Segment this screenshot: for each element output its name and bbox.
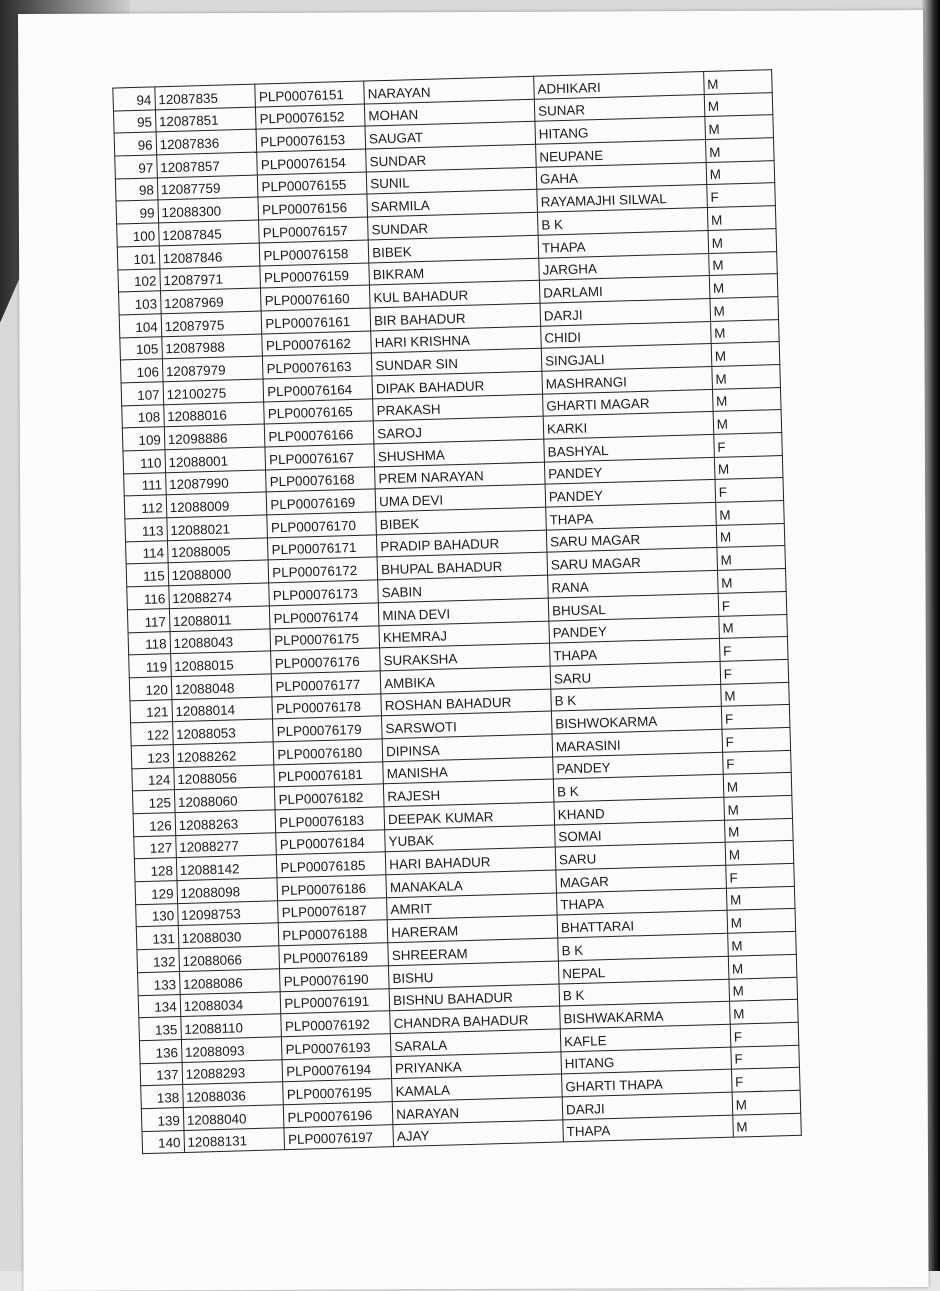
serial-number-cell: 140 [142, 1130, 184, 1154]
gender-cell: M [724, 818, 793, 843]
candidate-id-cell: 12088021 [167, 515, 268, 540]
last-name-cell: SARU [555, 843, 725, 870]
serial-number-cell: 102 [118, 268, 160, 292]
roster-table-body [113, 70, 802, 1154]
candidate-id-cell: 12088093 [181, 1037, 282, 1062]
gender-cell: M [711, 342, 780, 367]
serial-number-cell: 122 [131, 722, 173, 746]
serial-number-cell: 114 [126, 540, 168, 564]
serial-number-cell: 128 [134, 858, 176, 882]
gender-cell: M [724, 795, 793, 820]
first-name-cell: UMA DEVI [375, 485, 545, 512]
last-name-cell: B K [558, 933, 728, 960]
serial-number-cell: 132 [137, 949, 179, 973]
gender-cell: M [704, 92, 773, 117]
candidate-id-cell: 12088030 [178, 923, 279, 948]
gender-cell: M [717, 546, 786, 571]
gender-cell: M [708, 228, 777, 253]
gender-cell: F [726, 863, 795, 888]
last-name-cell: SINGJALI [541, 344, 711, 371]
candidate-id-cell: 12087969 [160, 288, 261, 313]
serial-number-cell: 108 [122, 404, 164, 428]
last-name-cell: THAPA [563, 1115, 733, 1142]
last-name-cell: BHUSAL [548, 593, 718, 620]
serial-number-cell: 101 [117, 246, 159, 270]
registration-number-cell: PLP00076177 [272, 671, 381, 697]
gender-cell: M [710, 319, 779, 344]
last-name-cell: BHATTARAI [557, 911, 727, 938]
registration-number-cell: PLP00076197 [284, 1124, 393, 1150]
last-name-cell: HITANG [561, 1047, 731, 1074]
last-name-cell: RAYAMAJHI SILWAL [537, 185, 707, 212]
registration-number-cell: PLP00076181 [274, 761, 383, 787]
gender-cell: M [712, 364, 781, 389]
candidate-id-cell: 12087988 [161, 334, 262, 359]
registration-number-cell: PLP00076171 [268, 535, 377, 561]
last-name-cell: NEPAL [558, 956, 728, 983]
candidate-id-cell: 12088131 [184, 1127, 285, 1152]
gender-cell: M [712, 387, 781, 412]
gender-cell: M [725, 841, 794, 866]
candidate-id-cell: 12088262 [173, 742, 274, 767]
first-name-cell: BISHU [389, 961, 559, 988]
candidate-id-cell: 12087975 [161, 311, 262, 336]
last-name-cell: SUNAR [534, 94, 704, 121]
last-name-cell: JARGHA [539, 253, 709, 280]
first-name-cell: BISHNU BAHADUR [389, 983, 559, 1010]
registration-number-cell: PLP00076182 [275, 784, 384, 810]
gender-cell: F [721, 705, 790, 730]
registration-number-cell: PLP00076168 [266, 467, 375, 493]
registration-number-cell: PLP00076186 [277, 875, 386, 901]
candidate-id-cell: 12087857 [156, 152, 257, 177]
first-name-cell: BIBEK [376, 507, 546, 534]
last-name-cell: PANDEY [545, 480, 715, 507]
last-name-cell: GAHA [536, 162, 706, 189]
registration-number-cell: PLP00076163 [263, 353, 372, 379]
serial-number-cell: 127 [134, 835, 176, 859]
first-name-cell: PRADIP BAHADUR [377, 530, 547, 557]
last-name-cell: BISHWOKARMA [551, 707, 721, 734]
registration-number-cell: PLP00076187 [278, 897, 387, 923]
candidate-id-cell: 12087990 [165, 470, 266, 495]
candidate-id-cell: 12098886 [164, 424, 265, 449]
first-name-cell: KAMALA [392, 1074, 562, 1101]
first-name-cell: SABIN [378, 575, 548, 602]
candidate-id-cell: 12088009 [166, 492, 267, 517]
first-name-cell: PRIYANKA [391, 1052, 561, 1079]
candidate-id-cell: 12088043 [170, 628, 271, 653]
last-name-cell: B K [559, 979, 729, 1006]
last-name-cell: BISHWAKARMA [560, 1001, 730, 1028]
last-name-cell: B K [537, 208, 707, 235]
last-name-cell: BASHYAL [544, 434, 714, 461]
registration-number-cell: PLP00076189 [279, 943, 388, 969]
gender-cell: F [719, 637, 788, 662]
serial-number-cell: 100 [117, 223, 159, 247]
first-name-cell: SARALA [391, 1029, 561, 1056]
last-name-cell: SARU MAGAR [546, 525, 716, 552]
serial-number-cell: 130 [136, 903, 178, 927]
registration-number-cell: PLP00076196 [284, 1102, 393, 1128]
registration-number-cell: PLP00076170 [267, 512, 376, 538]
candidate-id-cell: 12087835 [155, 84, 256, 109]
registration-number-cell: PLP00076162 [262, 331, 371, 357]
serial-number-cell: 97 [115, 155, 157, 179]
candidate-id-cell: 12087759 [157, 175, 258, 200]
serial-number-cell: 120 [129, 677, 171, 701]
first-name-cell: SAUGAT [365, 122, 535, 149]
gender-cell: F [714, 433, 783, 458]
last-name-cell: SARU MAGAR [547, 548, 717, 575]
candidate-id-cell: 12088274 [168, 583, 269, 608]
serial-number-cell: 110 [123, 450, 165, 474]
last-name-cell: GHARTI THAPA [562, 1069, 732, 1096]
registration-number-cell: PLP00076159 [260, 262, 369, 288]
first-name-cell: SAROJ [373, 416, 543, 443]
registration-number-cell: PLP00076169 [267, 489, 376, 515]
first-name-cell: KHEMRAJ [379, 621, 549, 648]
first-name-cell: MANISHA [383, 757, 553, 784]
candidate-id-cell: 12087845 [158, 220, 259, 245]
gender-cell: F [730, 1022, 799, 1047]
serial-number-cell: 112 [124, 495, 166, 519]
gender-cell: M [714, 455, 783, 480]
serial-number-cell: 116 [127, 586, 169, 610]
gender-cell: M [729, 999, 798, 1024]
gender-cell: M [719, 614, 788, 639]
registration-number-cell: PLP00076153 [256, 126, 365, 152]
registration-number-cell: PLP00076167 [265, 444, 374, 470]
registration-number-cell: PLP00076176 [271, 648, 380, 674]
gender-cell: M [705, 138, 774, 163]
candidate-id-cell: 12088016 [163, 402, 264, 427]
registration-number-cell: PLP00076178 [272, 693, 381, 719]
last-name-cell: THAPA [556, 888, 726, 915]
first-name-cell: ROSHAN BAHADUR [381, 689, 551, 716]
last-name-cell: PANDEY [549, 616, 719, 643]
gender-cell: M [721, 682, 790, 707]
candidate-id-cell: 12088000 [168, 560, 269, 585]
registration-number-cell: PLP00076190 [280, 966, 389, 992]
registration-number-cell: PLP00076179 [273, 716, 382, 742]
candidate-id-cell: 12087851 [155, 107, 256, 132]
registration-number-cell: PLP00076193 [282, 1034, 391, 1060]
gender-cell: M [709, 274, 778, 299]
candidate-id-cell: 12088293 [182, 1059, 283, 1084]
registration-number-cell: PLP00076157 [259, 217, 368, 243]
serial-number-cell: 105 [120, 336, 162, 360]
first-name-cell: SHREERAM [388, 938, 558, 965]
last-name-cell: THAPA [538, 230, 708, 257]
last-name-cell: SOMAI [555, 820, 725, 847]
registration-number-cell: PLP00076158 [260, 240, 369, 266]
candidate-id-cell: 12088034 [180, 991, 281, 1016]
first-name-cell: PRAKASH [373, 394, 543, 421]
first-name-cell: AMBIKA [380, 666, 550, 693]
candidate-id-cell: 12088015 [170, 651, 271, 676]
candidate-id-cell: 12088110 [180, 1014, 281, 1039]
first-name-cell: SUNDAR SIN [372, 348, 542, 375]
first-name-cell: NARAYAN [364, 76, 534, 103]
last-name-cell: ADHIKARI [534, 72, 704, 99]
gender-cell: M [717, 569, 786, 594]
first-name-cell: HARI KRISHNA [371, 326, 541, 353]
registration-number-cell: PLP00076188 [279, 920, 388, 946]
candidate-id-cell: 12088011 [169, 606, 270, 631]
gender-cell: M [715, 501, 784, 526]
serial-number-cell: 117 [127, 609, 169, 633]
first-name-cell: MOHAN [365, 99, 535, 126]
gender-cell: M [733, 1113, 802, 1138]
paper-sheet [18, 10, 929, 1291]
first-name-cell: HARERAM [387, 915, 557, 942]
candidate-id-cell: 12088014 [172, 696, 273, 721]
serial-number-cell: 138 [141, 1085, 183, 1109]
last-name-cell: RANA [548, 571, 718, 598]
serial-number-cell: 124 [132, 767, 174, 791]
last-name-cell: B K [553, 775, 723, 802]
registration-number-cell: PLP00076155 [258, 172, 367, 198]
first-name-cell: RAJESH [384, 779, 554, 806]
candidate-id-cell: 12087971 [160, 266, 261, 291]
gender-cell: F [722, 727, 791, 752]
candidate-id-cell: 12088263 [175, 810, 276, 835]
last-name-cell: HITANG [535, 117, 705, 144]
candidate-id-cell: 12088142 [176, 855, 277, 880]
last-name-cell: MASHRANGI [542, 366, 712, 393]
first-name-cell: BIR BAHADUR [370, 303, 540, 330]
first-name-cell: BIBEK [368, 235, 538, 262]
gender-cell: M [727, 909, 796, 934]
registration-number-cell: PLP00076161 [261, 308, 370, 334]
registration-number-cell: PLP00076151 [255, 81, 364, 107]
serial-number-cell: 118 [128, 631, 170, 655]
registration-number-cell: PLP00076192 [281, 1011, 390, 1037]
first-name-cell: SARMILA [367, 190, 537, 217]
candidate-id-cell: 12088277 [175, 832, 276, 857]
serial-number-cell: 126 [133, 813, 175, 837]
candidate-id-cell: 12088056 [174, 764, 275, 789]
registration-number-cell: PLP00076191 [280, 988, 389, 1014]
last-name-cell: KAFLE [560, 1024, 730, 1051]
candidate-id-cell: 12088300 [158, 197, 259, 222]
gender-cell: M [728, 931, 797, 956]
gender-cell: F [720, 659, 789, 684]
first-name-cell: BIKRAM [369, 258, 539, 285]
first-name-cell: MINA DEVI [378, 598, 548, 625]
serial-number-cell: 99 [116, 200, 158, 224]
candidate-id-cell: 12088005 [167, 538, 268, 563]
serial-number-cell: 129 [135, 881, 177, 905]
last-name-cell: B K [551, 684, 721, 711]
candidate-id-cell: 12087836 [156, 129, 257, 154]
serial-number-cell: 94 [113, 87, 155, 111]
gender-cell: F [707, 183, 776, 208]
first-name-cell: YUBAK [385, 825, 555, 852]
last-name-cell: KARKI [543, 412, 713, 439]
serial-number-cell: 125 [132, 790, 174, 814]
serial-number-cell: 98 [115, 178, 157, 202]
candidate-id-cell: 12087979 [162, 356, 263, 381]
gender-cell: F [731, 1068, 800, 1093]
gender-cell: M [703, 70, 772, 95]
first-name-cell: SHUSHMA [374, 439, 544, 466]
gender-cell: M [728, 954, 797, 979]
serial-number-cell: 131 [136, 926, 178, 950]
serial-number-cell: 111 [124, 472, 166, 496]
registration-number-cell: PLP00076152 [256, 104, 365, 130]
serial-number-cell: 103 [119, 291, 161, 315]
last-name-cell: CHIDI [541, 321, 711, 348]
gender-cell: F [722, 750, 791, 775]
registration-number-cell: PLP00076164 [263, 376, 372, 402]
serial-number-cell: 95 [113, 110, 155, 134]
first-name-cell: DIPAK BAHADUR [372, 371, 542, 398]
gender-cell: M [716, 523, 785, 548]
gender-cell: M [709, 251, 778, 276]
candidate-id-cell: 12088001 [165, 447, 266, 472]
registration-number-cell: PLP00076172 [268, 557, 377, 583]
candidate-id-cell: 12088048 [171, 674, 272, 699]
serial-number-cell: 115 [126, 563, 168, 587]
serial-number-cell: 119 [129, 654, 171, 678]
last-name-cell: NEUPANE [536, 140, 706, 167]
serial-number-cell: 133 [138, 971, 180, 995]
gender-cell: M [706, 160, 775, 185]
gender-cell: M [723, 773, 792, 798]
first-name-cell: DEEPAK KUMAR [384, 802, 554, 829]
gender-cell: F [731, 1045, 800, 1070]
last-name-cell: SARU [550, 661, 720, 688]
candidate-id-cell: 12087846 [159, 243, 260, 268]
gender-cell: M [729, 977, 798, 1002]
gender-cell: M [705, 115, 774, 140]
candidate-id-cell: 12098753 [177, 901, 278, 926]
first-name-cell: SUNDAR [368, 212, 538, 239]
last-name-cell: PANDEY [553, 752, 723, 779]
first-name-cell: SUNDAR [366, 144, 536, 171]
first-name-cell: BHUPAL BAHADUR [377, 553, 547, 580]
last-name-cell: DARJI [540, 298, 710, 325]
candidate-id-cell: 12100275 [163, 379, 264, 404]
registration-number-cell: PLP00076174 [270, 603, 379, 629]
last-name-cell: PANDEY [544, 457, 714, 484]
candidate-id-cell: 12088053 [172, 719, 273, 744]
first-name-cell: CHANDRA BAHADUR [390, 1006, 560, 1033]
last-name-cell: GHARTI MAGAR [543, 389, 713, 416]
registration-number-cell: PLP00076180 [274, 739, 383, 765]
registration-number-cell: PLP00076185 [277, 852, 386, 878]
last-name-cell: DARLAMI [539, 276, 709, 303]
gender-cell: F [715, 478, 784, 503]
registration-number-cell: PLP00076165 [264, 399, 373, 425]
candidate-id-cell: 12088040 [183, 1105, 284, 1130]
registration-number-cell: PLP00076184 [276, 829, 385, 855]
first-name-cell: NARAYAN [392, 1097, 562, 1124]
first-name-cell: AMRIT [387, 893, 557, 920]
candidate-id-cell: 12088098 [177, 878, 278, 903]
serial-number-cell: 137 [140, 1062, 182, 1086]
serial-number-cell: 109 [122, 427, 164, 451]
registration-number-cell: PLP00076175 [270, 625, 379, 651]
candidate-id-cell: 12088066 [179, 946, 280, 971]
first-name-cell: PREM NARAYAN [375, 462, 545, 489]
registration-number-cell: PLP00076166 [265, 421, 374, 447]
roster-table [112, 69, 802, 1154]
last-name-cell: DARJI [562, 1092, 732, 1119]
registration-number-cell: PLP00076183 [275, 807, 384, 833]
candidate-id-cell: 12088036 [182, 1082, 283, 1107]
gender-cell: M [710, 296, 779, 321]
first-name-cell: SURAKSHA [380, 643, 550, 670]
serial-number-cell: 113 [125, 518, 167, 542]
first-name-cell: AJAY [393, 1120, 563, 1147]
gender-cell: M [713, 410, 782, 435]
serial-number-cell: 106 [120, 359, 162, 383]
candidate-id-cell: 12088060 [174, 787, 275, 812]
first-name-cell: SUNIL [366, 167, 536, 194]
serial-number-cell: 104 [119, 314, 161, 338]
serial-number-cell: 121 [130, 699, 172, 723]
first-name-cell: DIPINSA [382, 734, 552, 761]
last-name-cell: MAGAR [556, 865, 726, 892]
registration-number-cell: PLP00076173 [269, 580, 378, 606]
registration-number-cell: PLP00076156 [258, 194, 367, 220]
first-name-cell: MANAKALA [386, 870, 556, 897]
serial-number-cell: 139 [141, 1107, 183, 1131]
last-name-cell: MARASINI [552, 729, 722, 756]
gender-cell: M [707, 206, 776, 231]
first-name-cell: SARSWOTI [382, 711, 552, 738]
serial-number-cell: 136 [139, 1039, 181, 1063]
registration-number-cell: PLP00076195 [283, 1079, 392, 1105]
last-name-cell: THAPA [550, 639, 720, 666]
registration-number-cell: PLP00076160 [261, 285, 370, 311]
registration-number-cell: PLP00076154 [257, 149, 366, 175]
first-name-cell: KUL BAHADUR [370, 280, 540, 307]
serial-number-cell: 135 [139, 1017, 181, 1041]
gender-cell: M [726, 886, 795, 911]
serial-number-cell: 123 [131, 745, 173, 769]
first-name-cell: HARI BAHADUR [385, 847, 555, 874]
last-name-cell: KHAND [554, 797, 724, 824]
candidate-id-cell: 12088086 [179, 969, 280, 994]
serial-number-cell: 96 [114, 132, 156, 156]
last-name-cell: THAPA [546, 502, 716, 529]
serial-number-cell: 134 [138, 994, 180, 1018]
gender-cell: F [718, 591, 787, 616]
serial-number-cell: 107 [121, 382, 163, 406]
registration-number-cell: PLP00076194 [282, 1056, 391, 1082]
gender-cell: M [732, 1090, 801, 1115]
